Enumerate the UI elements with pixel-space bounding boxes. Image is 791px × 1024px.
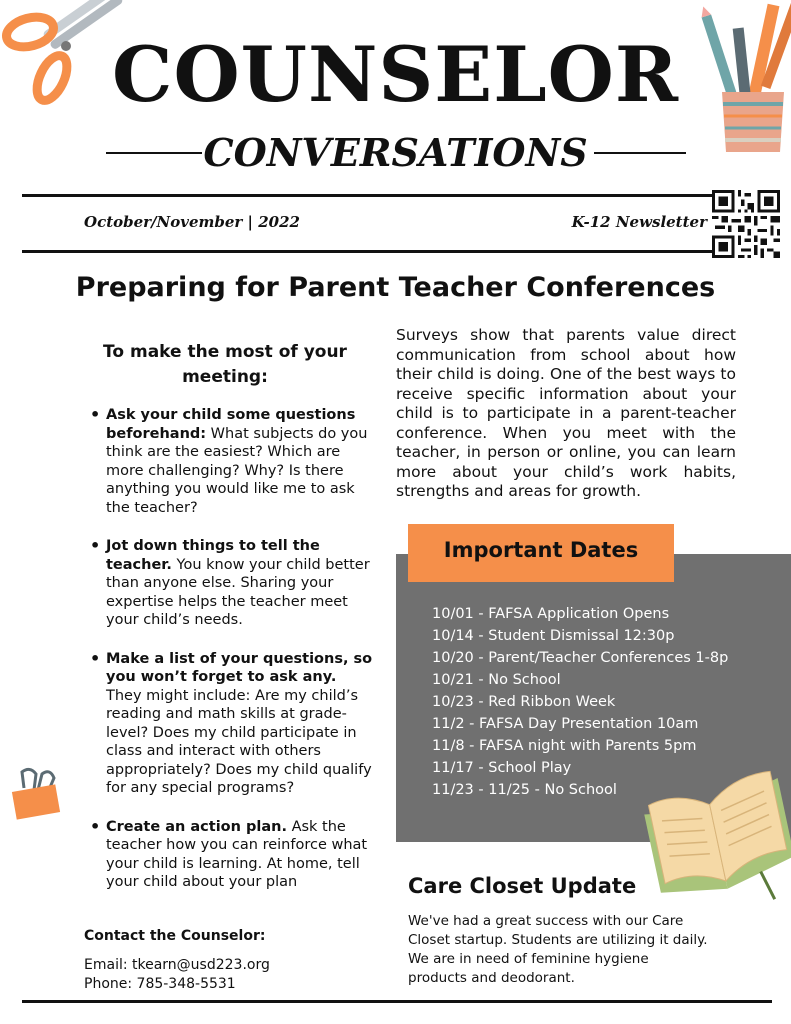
list-item: 11/17 - School Play — [432, 760, 572, 776]
tip-lead: Make a list of your questions, so you won’t forget to ask any. — [106, 650, 373, 685]
newsletter-subtitle: CONVERSATIONS — [203, 130, 588, 175]
list-item — [86, 406, 374, 517]
tip-lead: Create an action plan. — [106, 818, 287, 835]
edition-label: K-12 Newsletter — [571, 213, 707, 231]
list-item: 11/2 - FAFSA Day Presentation 10am — [432, 716, 699, 732]
tips-subheading: To make the most of your meeting: — [103, 342, 347, 387]
tip-text: Ask the teacher how you can reinforce what your child is learning. At home, tell your child about your plan — [106, 818, 368, 890]
title-divider-right — [594, 152, 686, 154]
contact-block — [84, 927, 270, 994]
list-item — [86, 818, 374, 892]
header-rule-bottom — [22, 250, 772, 253]
list-item — [86, 650, 374, 798]
list-item: 10/14 - Student Dismissal 12:30p — [432, 628, 675, 644]
footer-rule — [22, 1000, 772, 1003]
binder-clip-icon — [10, 766, 64, 822]
care-closet-body: We've had a great success with our Care Closet startup. Students are utilizing it daily. We are in need of feminine hygiene products and deodorant. — [408, 913, 708, 986]
tip-text: What subjects do you think are the easiest? Which are more challenging? Why? Is there anything you would like me to ask the teacher? — [106, 425, 368, 516]
list-item — [86, 537, 374, 630]
list-item: 11/8 - FAFSA night with Parents 5pm — [432, 738, 697, 754]
contact-email[interactable]: Email: tkearn@usd223.org — [84, 957, 270, 973]
list-item: 10/23 - Red Ribbon Week — [432, 694, 616, 710]
tip-lead: Jot down things to tell the teacher. — [106, 538, 320, 573]
newsletter-title: COUNSELOR — [111, 30, 680, 119]
contact-title: Contact the Counselor: — [84, 928, 266, 944]
header-rule-top — [22, 194, 772, 197]
contact-phone[interactable]: Phone: 785-348-5531 — [84, 976, 236, 992]
tip-lead: Ask your child some questions beforehand: — [106, 407, 356, 442]
care-closet-title: Care Closet Update — [408, 874, 637, 898]
tip-text: They might include: Are my child’s reading and math skills at grade-level? Does my child participate in class and interact with others appropriately? Does my child qualify for any special programs? — [106, 687, 372, 796]
list-item: 10/20 - Parent/Teacher Conferences 1-8p — [432, 650, 729, 666]
open-book-icon — [640, 740, 791, 910]
tip-text: You know your child better than anyone else. Sharing your expertise helps the teacher meet your child’s needs. — [106, 556, 370, 628]
qr-code-icon[interactable] — [712, 190, 780, 258]
article-headline: Preparing for Parent Teacher Conferences — [75, 272, 716, 303]
dates-title: Important Dates — [443, 538, 639, 562]
list-item: 10/21 - No School — [432, 672, 561, 688]
issue-date: October/November | 2022 — [84, 213, 300, 231]
list-item: 11/23 - 11/25 - No School — [432, 782, 617, 798]
list-item: 10/01 - FAFSA Application Opens — [432, 606, 670, 622]
intro-paragraph: Surveys show that parents value direct communication from school about how their child is doing. One of the best ways to receive specific information about your child is to participate in a parent-teacher conference. When you meet with the teacher, in person or online, you can learn more about your child’s work habits, strengths and areas for growth. — [396, 326, 736, 500]
tips-list — [86, 406, 374, 912]
